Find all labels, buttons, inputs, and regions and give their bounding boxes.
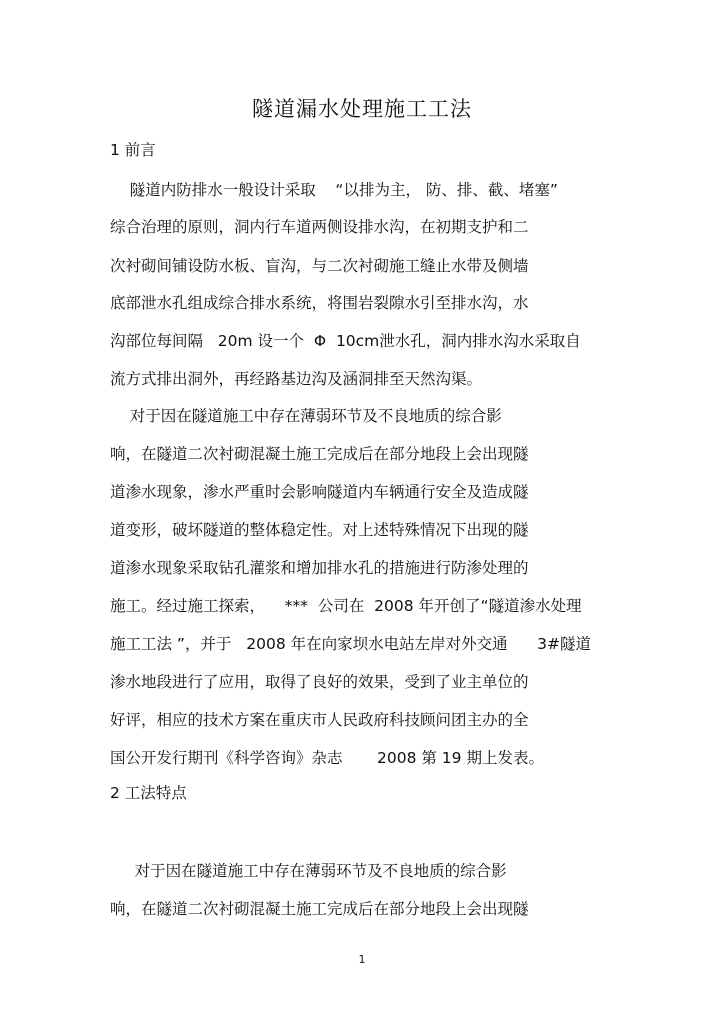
paragraph-line: 综合治理的原则，洞内行车道两侧设排水沟，在初期支护和二 xyxy=(110,218,529,236)
document-title: 隧道漏水处理施工工法 xyxy=(252,97,472,121)
paragraph-line: 次衬砌间铺设防水板、盲沟，与二次衬砌施工缝止水带及侧墙 xyxy=(110,257,529,275)
paragraph-line: 施工。经过施工探索， *** 公司在 2008 年开创了“隧道渗水处理 xyxy=(110,597,582,615)
page-number: 1 xyxy=(358,953,366,966)
paragraph-line: 国公开发行期刊《科学咨询》杂志 2008 第 19 期上发表。 xyxy=(110,749,544,767)
paragraph-line: 对于因在隧道施工中存在薄弱环节及不良地质的综合影 xyxy=(110,407,502,425)
paragraph-line: 隧道内防排水一般设计采取 “以排为主， 防、排、截、堵塞” xyxy=(110,181,558,199)
paragraph-line: 沟部位每间隔 20m 设一个 Φ 10cm泄水孔，洞内排水沟水采取自 xyxy=(110,332,581,350)
section-2-heading: 2 工法特点 xyxy=(110,784,187,802)
paragraph-line: 响，在隧道二次衬砌混凝土施工完成后在部分地段上会出现隧 xyxy=(110,900,529,918)
paragraph-line: 流方式排出洞外，再经路基边沟及涵洞排至天然沟渠。 xyxy=(110,370,483,388)
paragraph-line: 道变形，破坏隧道的整体稳定性。对上述特殊情况下出现的隧 xyxy=(110,521,529,539)
paragraph-line: 好评，相应的技术方案在重庆市人民政府科技顾问团主办的全 xyxy=(110,711,529,729)
paragraph-line: 对于因在隧道施工中存在薄弱环节及不良地质的综合影 xyxy=(110,862,507,880)
paragraph-line: 道渗水现象，渗水严重时会影响隧道内车辆通行安全及造成隧 xyxy=(110,483,529,501)
paragraph-line: 渗水地段进行了应用，取得了良好的效果，受到了业主单位的 xyxy=(110,673,529,691)
paragraph-line: 底部泄水孔组成综合排水系统，将围岩裂隙水引至排水沟，水 xyxy=(110,294,529,312)
paragraph-line: 道渗水现象采取钻孔灌浆和增加排水孔的措施进行防渗处理的 xyxy=(110,559,529,577)
section-1-heading: 1 前言 xyxy=(110,141,156,159)
paragraph-line: 响，在隧道二次衬砌混凝土施工完成后在部分地段上会出现隧 xyxy=(110,445,529,463)
paragraph-line: 施工工法 ”，并于 2008 年在向家坝水电站左岸对外交通 3#隧道 xyxy=(110,635,592,653)
